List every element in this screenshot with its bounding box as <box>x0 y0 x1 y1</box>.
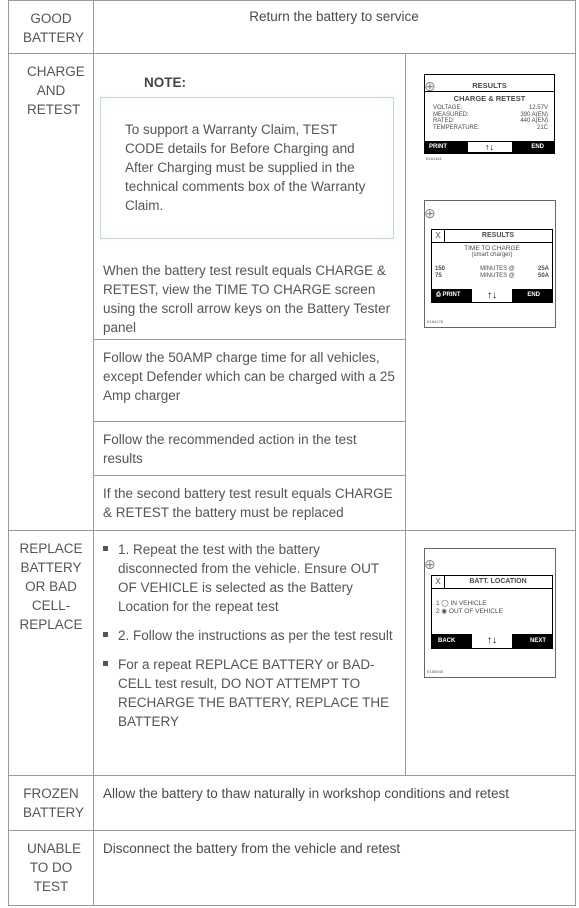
row-text: Return the battery to service <box>249 9 419 24</box>
screen-title: RESULTS <box>481 232 515 239</box>
screen-subtitle: TIME TO CHARGE <box>464 245 520 252</box>
row-label: FROZEN BATTERY <box>9 776 94 830</box>
row-label: UNABLE TO DO TEST <box>9 831 94 905</box>
zoom-icon[interactable]: ⊕ <box>424 205 436 221</box>
figure-code: E185545 <box>427 669 444 674</box>
option-out-of-vehicle[interactable]: 2 ◉ OUT OF VEHICLE <box>436 608 503 615</box>
screen-title: BATT. LOCATION <box>469 578 527 585</box>
row-frozen-battery <box>8 775 576 831</box>
figure-code: E164178 <box>427 319 444 324</box>
tester-screen-batt-location <box>424 548 556 678</box>
print-button[interactable]: PRINT <box>429 144 447 150</box>
list-item: For a repeat REPLACE BATTERY or BAD-CELL test result, DO NOT ATTEMPT TO RECHARGE THE BATTERY, REPLACE THE BATTERY <box>102 655 394 731</box>
row-good-battery <box>8 0 576 54</box>
up-down-arrows-icon[interactable]: ↑↓ <box>472 634 512 648</box>
screen-button-bar <box>425 141 554 153</box>
end-button[interactable]: END <box>527 292 540 298</box>
up-down-arrows-icon[interactable]: ↑↓ <box>468 142 512 152</box>
screen-subtitle: (smart charger) <box>471 252 513 258</box>
zoom-icon[interactable]: ⊕ <box>424 78 436 94</box>
row-label: REPLACE BATTERY OR BAD CELL-REPLACE <box>9 531 94 775</box>
option-in-vehicle[interactable]: 1 ◯ IN VEHICLE <box>436 600 487 607</box>
bullet-list <box>102 540 394 741</box>
note-heading: NOTE: <box>144 75 186 90</box>
zoom-icon[interactable]: ⊕ <box>424 556 436 572</box>
note-text: To support a Warranty Claim, TEST CODE details for Before Charging and After Charging must be supplied in the technical comments box of the Warranty Claim. <box>125 122 366 213</box>
row-label: CHARGE AND RETEST <box>9 54 94 530</box>
step-4: If the second battery test result equals CHARGE & RETEST the battery must be replaced <box>93 475 405 531</box>
row-text: Allow the battery to thaw naturally in workshop conditions and retest <box>103 786 509 801</box>
tester-screen-results <box>424 74 555 154</box>
figure-code: E161161 <box>426 156 442 161</box>
step-1: When the battery test result equals CHARGE & RETEST, view the TIME TO CHARGE screen using the scroll arrow keys on the Battery Tester panel <box>103 263 391 335</box>
row-text: Disconnect the battery from the vehicle and retest <box>103 841 401 856</box>
step-2: Follow the 50AMP charge time for all vehicles, except Defender which can be charged with a 25 Amp charger <box>93 339 405 421</box>
end-button[interactable]: END <box>531 144 544 150</box>
up-down-arrows-icon[interactable]: ↑↓ <box>472 289 512 302</box>
screen-button-bar <box>432 634 552 648</box>
list-item: 2. Follow the instructions as per the test result <box>102 626 394 645</box>
note-box <box>100 97 394 239</box>
printer-icon: ⎙ <box>436 292 441 298</box>
tester-screen-time-to-charge: X RESULTS TIME TO CHARGE (smart charger) 150 MINUTES @ 25A 75 MINUTES @ 50A ⎙ PRINT ↑↓ END E164178 <box>424 200 556 328</box>
print-button[interactable]: ⎙ PRINT <box>436 292 461 298</box>
screen-subtitle: CHARGE & RETEST <box>453 94 526 103</box>
close-icon[interactable]: X <box>432 230 445 243</box>
close-icon[interactable]: X <box>432 576 445 589</box>
step-3: Follow the recommended action in the test results <box>93 421 405 475</box>
row-label: GOOD BATTERY <box>9 1 94 53</box>
screen-button-bar <box>432 289 552 302</box>
back-button[interactable]: BACK <box>438 638 456 644</box>
screen-lines: VOLTAGE: 12.57V MEASURED: 390 A(EN) RATED: 440 A(EN) TEMPERATURE: 21C <box>433 105 548 131</box>
row-unable-to-test <box>8 830 576 906</box>
list-item: 1. Repeat the test with the battery disconnected from the vehicle. Ensure OUT OF VEHICLE is selected as the Battery Location for the repeat test <box>102 540 394 616</box>
screen-title: RESULTS <box>472 81 507 90</box>
next-button[interactable]: NEXT <box>529 638 546 644</box>
